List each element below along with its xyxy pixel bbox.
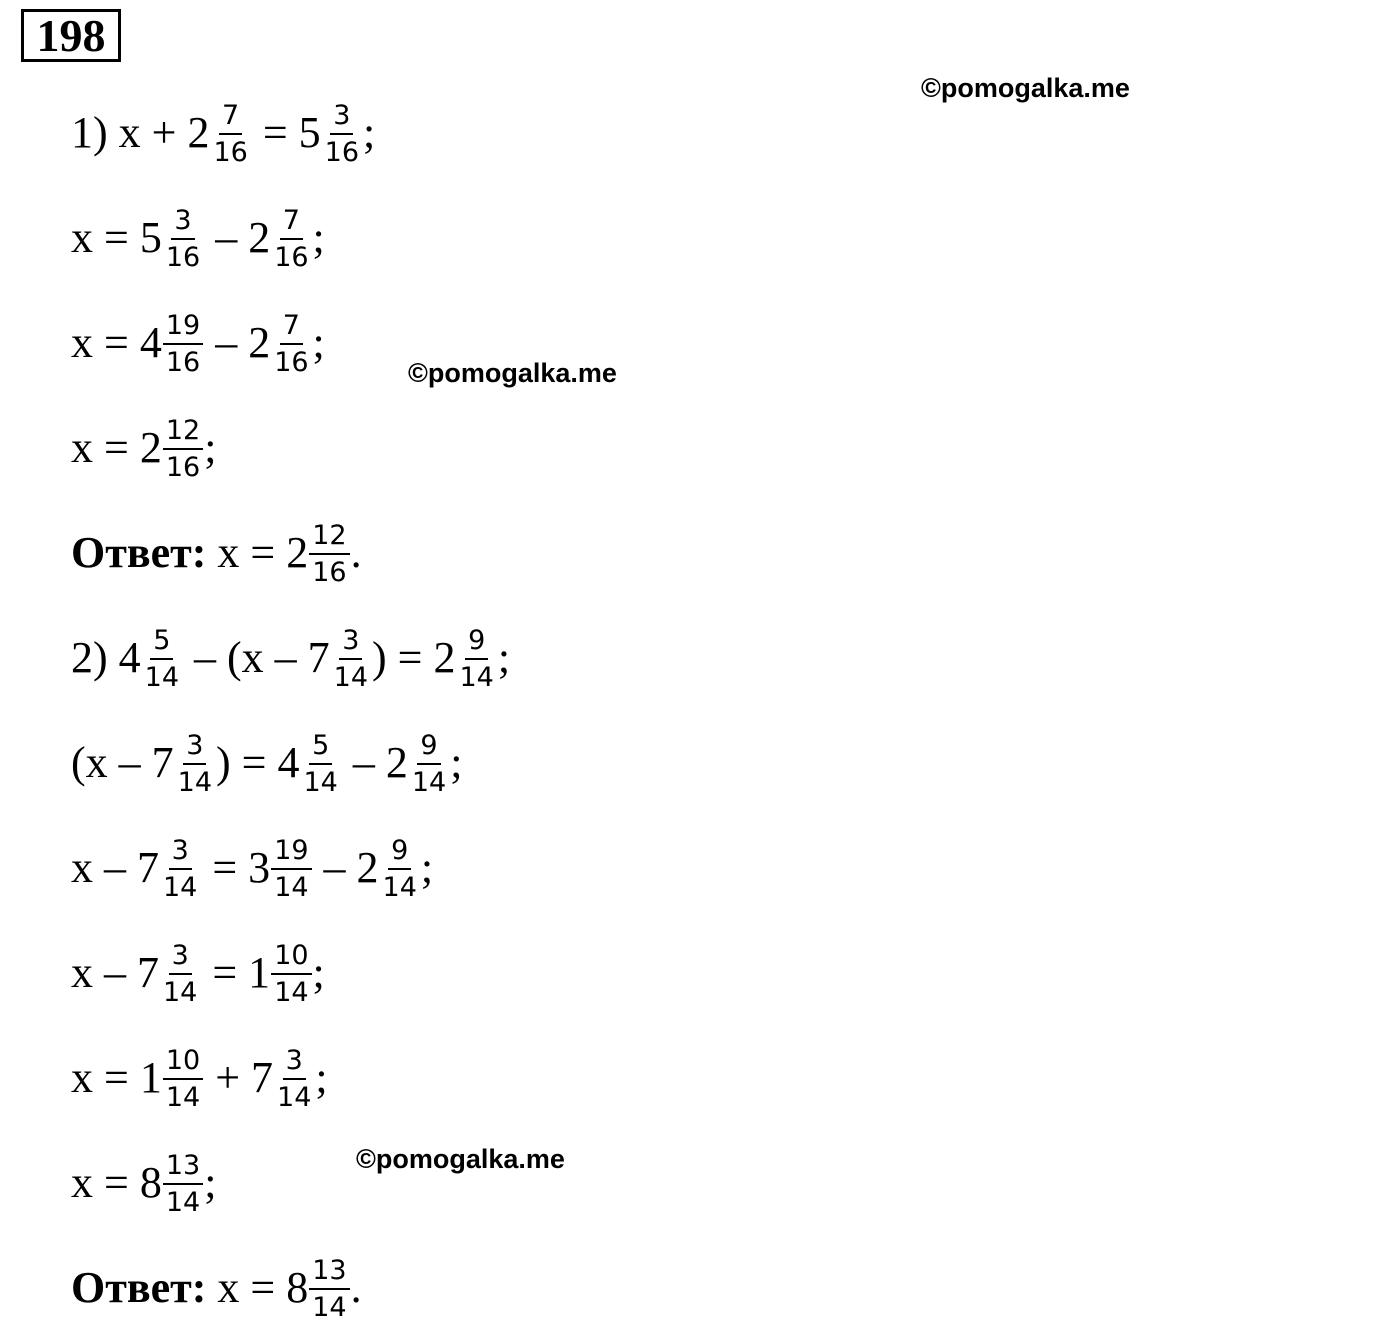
- fraction-denominator: 14: [177, 767, 213, 798]
- equation-text: – 2: [204, 212, 271, 262]
- fraction-denominator: 14: [165, 1082, 201, 1113]
- equation-line: [71, 932, 325, 1012]
- fraction: [271, 942, 311, 1006]
- equation-text: = 3: [201, 842, 271, 892]
- equation-text: (x – 7: [71, 737, 174, 787]
- equation-text: x = 5: [71, 212, 162, 262]
- fraction: [210, 102, 250, 166]
- fraction: [274, 1047, 314, 1111]
- fraction: [331, 627, 371, 691]
- fraction-numerator: 7: [280, 312, 303, 345]
- fraction-numerator: 5: [309, 732, 332, 765]
- fraction: [163, 417, 203, 481]
- equation-line: [71, 92, 375, 172]
- fraction-numerator: 12: [309, 522, 349, 555]
- equation-text: – 2: [204, 317, 271, 367]
- equation-line: [71, 1037, 328, 1117]
- equation-text: ;: [420, 842, 434, 892]
- fraction-numerator: 7: [219, 102, 242, 135]
- equation-text: x – 7: [71, 947, 159, 997]
- fraction-denominator: 14: [277, 1082, 312, 1113]
- fraction-denominator: 16: [165, 347, 201, 378]
- equation-text: 2) 4: [71, 632, 141, 682]
- fraction-denominator: 14: [274, 872, 309, 903]
- fraction: [163, 1047, 203, 1111]
- fraction: [163, 312, 203, 376]
- fraction-denominator: 16: [324, 137, 360, 168]
- fraction-numerator: 3: [169, 942, 192, 975]
- fraction: [322, 102, 362, 166]
- equation-text: x = 8: [206, 1262, 309, 1312]
- fraction-numerator: 12: [163, 417, 203, 450]
- equation-text: 1) x + 2: [71, 107, 210, 157]
- fraction-denominator: 16: [165, 452, 201, 483]
- fraction-numerator: 19: [163, 312, 203, 345]
- equation-text: ;: [312, 317, 325, 367]
- equation-text: ) = 2: [372, 632, 456, 682]
- fraction: [142, 627, 182, 691]
- equation-text: ;: [497, 632, 511, 682]
- fraction-denominator: 14: [144, 662, 180, 693]
- equation-text: .: [350, 1262, 362, 1312]
- equation-text: – (x – 7: [183, 632, 330, 682]
- equation-text: ;: [315, 1052, 328, 1102]
- fraction-denominator: 14: [165, 1187, 201, 1218]
- fraction-numerator: 3: [339, 627, 362, 660]
- equation-text: ;: [204, 422, 217, 472]
- answer-label: Ответ:: [71, 527, 207, 577]
- equation-line: [71, 617, 510, 697]
- equation-text: ;: [204, 1157, 217, 1207]
- equation-line: [71, 302, 325, 382]
- watermark: ©pomogalka.me: [408, 358, 617, 388]
- equation-line: [71, 722, 462, 802]
- equation-text: ) = 4: [216, 737, 300, 787]
- equation-text: ;: [312, 947, 325, 997]
- fraction-numerator: 7: [280, 207, 303, 240]
- fraction: [163, 207, 203, 271]
- equation-text: ;: [450, 737, 463, 787]
- fraction-numerator: 5: [150, 627, 173, 660]
- fraction-denominator: 16: [213, 137, 248, 168]
- equation-text: – 2: [312, 842, 379, 892]
- fraction-denominator: 14: [312, 1292, 347, 1323]
- equation-text: x = 2: [71, 422, 162, 472]
- fraction: [160, 837, 200, 901]
- fraction-denominator: 14: [333, 662, 369, 693]
- equation-text: + 7: [204, 1052, 274, 1102]
- fraction: [160, 942, 200, 1006]
- fraction-numerator: 3: [169, 837, 192, 870]
- fraction-denominator: 14: [163, 872, 198, 903]
- fraction-numerator: 10: [271, 942, 311, 975]
- equation-text: – 2: [341, 737, 408, 787]
- equation-line: [71, 512, 362, 592]
- equation-text: x = 8: [71, 1157, 162, 1207]
- equation-line: [71, 1142, 216, 1222]
- fraction-denominator: 16: [312, 557, 347, 588]
- fraction-denominator: 14: [459, 662, 494, 693]
- equation-line: [71, 827, 433, 907]
- equation-text: ;: [312, 212, 325, 262]
- fraction-numerator: 3: [283, 1047, 306, 1080]
- fraction-numerator: 10: [163, 1047, 203, 1080]
- fraction-numerator: 13: [163, 1152, 203, 1185]
- equation-line: [71, 197, 325, 277]
- fraction-denominator: 16: [274, 347, 309, 378]
- fraction: [163, 1152, 203, 1216]
- equation-text: = 1: [201, 947, 271, 997]
- watermark: ©pomogalka.me: [921, 73, 1130, 103]
- fraction-denominator: 14: [303, 767, 338, 798]
- fraction-numerator: 3: [330, 102, 353, 135]
- fraction-denominator: 14: [163, 977, 198, 1008]
- fraction: [409, 732, 449, 796]
- task-number: 198: [21, 9, 121, 62]
- equation-text: x = 1: [71, 1052, 162, 1102]
- fraction-numerator: 9: [417, 732, 440, 765]
- fraction-numerator: 9: [388, 837, 411, 870]
- equation-text: x = 2: [206, 527, 309, 577]
- fraction: [309, 522, 349, 586]
- fraction: [300, 732, 340, 796]
- fraction-numerator: 3: [183, 732, 206, 765]
- fraction: [457, 627, 497, 691]
- answer-label: Ответ:: [71, 1262, 207, 1312]
- fraction-numerator: 3: [171, 207, 194, 240]
- fraction-denominator: 16: [274, 242, 309, 273]
- fraction-numerator: 13: [309, 1257, 349, 1290]
- equation-text: x – 7: [71, 842, 159, 892]
- fraction: [271, 207, 311, 271]
- fraction-denominator: 14: [382, 872, 417, 903]
- fraction: [309, 1257, 349, 1321]
- watermark: ©pomogalka.me: [356, 1144, 565, 1174]
- equation-line: [71, 407, 216, 487]
- equation-text: ;: [363, 107, 376, 157]
- fraction: [271, 312, 311, 376]
- fraction-numerator: 9: [465, 627, 488, 660]
- fraction: [175, 732, 215, 796]
- equation-text: = 5: [251, 107, 321, 157]
- fraction-denominator: 16: [165, 242, 201, 273]
- equation-text: .: [350, 527, 362, 577]
- equation-line: [71, 1247, 362, 1327]
- fraction-denominator: 14: [411, 767, 447, 798]
- fraction: [271, 837, 311, 901]
- fraction: [380, 837, 420, 901]
- fraction-numerator: 19: [271, 837, 311, 870]
- fraction-denominator: 14: [274, 977, 309, 1008]
- equation-text: x = 4: [71, 317, 162, 367]
